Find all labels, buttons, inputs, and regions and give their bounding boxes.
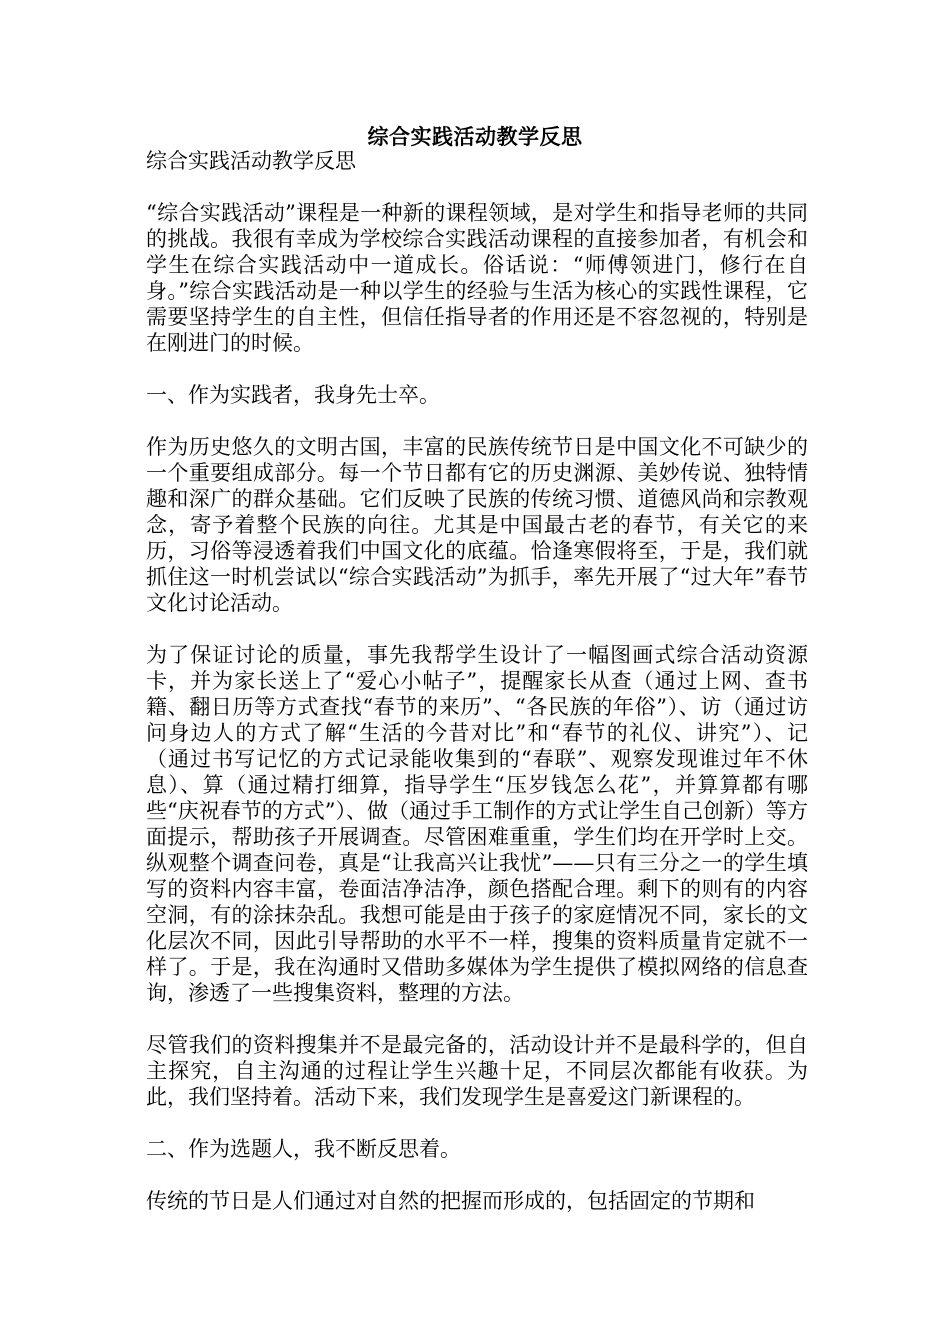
paragraph-resource-card: 为了保证讨论的质量，事先我帮学生设计了一幅图画式综合活动资源卡，并为家长送上了“爱心小帖子”，提醒家长从查（通过上网、查书籍、翻日历等方式查找“春节的来历”、“各民族的年俗”）、访（通过访问身边人的方式了解“生活的今昔对比”和“春节的礼仪、讲究”）、记（通过书写记忆的方式记录能收集到的“春联”、观察发现谁过年不休息）、算（通过精打细算，指导学生“压岁钱怎么花”，并算算都有哪些“庆祝春节的方式”）、做（通过手工制作的方式让学生自己创新）等方面提示，帮助孩子开展调查。尽管困难重重，学生们均在开学时上交。纵观整个调查问卷，真是“让我高兴让我忧”——只有三分之一的学生填写的资料内容丰富，卷面洁净洁净，颜色搭配合理。剩下的则有的内容空洞，有的涂抹杂乱。我想可能是由于孩子的家庭情况不同，家长的文化层次不同，因此引导帮助的水平不一样，搜集的资料质量肯定就不一样了。于是，我在沟通时又借助多媒体为学生提供了模拟网络的信息查询，渗透了一些搜集资料，整理的方法。 xyxy=(146,643,808,1005)
paragraph-intro: “综合实践活动”课程是一种新的课程领域，是对学生和指导老师的共同的挑战。我很有幸成为学校综合实践活动课程的直接参加者，有机会和学生在综合实践活动中一道成长。俗话说：“师傅领进门，修行在自身。”综合实践活动是一种以学生的经验与生活为核心的实践性课程，它需要坚持学生的自主性，但信任指导者的作用还是不容忽视的，特别是在刚进门的时候。 xyxy=(146,201,808,355)
section-heading-2: 二、作为选题人，我不断反思着。 xyxy=(146,1137,461,1161)
document-subtitle: 综合实践活动教学反思 xyxy=(146,149,356,173)
paragraph-festival: 作为历史悠久的文明古国，丰富的民族传统节日是中国文化不可缺少的一个重要组成部分。每一个节日都有它的历史渊源、美妙传说、独特情趣和深广的群众基础。它们反映了民族的传统习惯、道德风尚和宗教观念，寄予着整个民族的向往。尤其是中国最古老的春节，有关它的来历，习俗等浸透着我们中国文化的底蕴。恰逢寒假将至，于是，我们就抓住这一时机尝试以“综合实践活动”为抓手，率先开展了“过大年”春节文化讨论活动。 xyxy=(146,435,808,615)
section-heading-1: 一、作为实践者，我身先士卒。 xyxy=(146,383,440,407)
document-title: 综合实践活动教学反思 xyxy=(367,124,583,149)
document-body xyxy=(146,148,808,1240)
paragraph-tradition: 传统的节日是人们通过对自然的把握而形成的，包括固定的节期和 xyxy=(146,1189,755,1213)
paragraph-persistence: 尽管我们的资料搜集并不是最完备的，活动设计并不是最科学的，但自主探究，自主沟通的过程让学生兴趣十足，不同层次都能有收获。为此，我们坚持着。活动下来，我们发现学生是喜爱这门新课程的。 xyxy=(146,1033,808,1109)
